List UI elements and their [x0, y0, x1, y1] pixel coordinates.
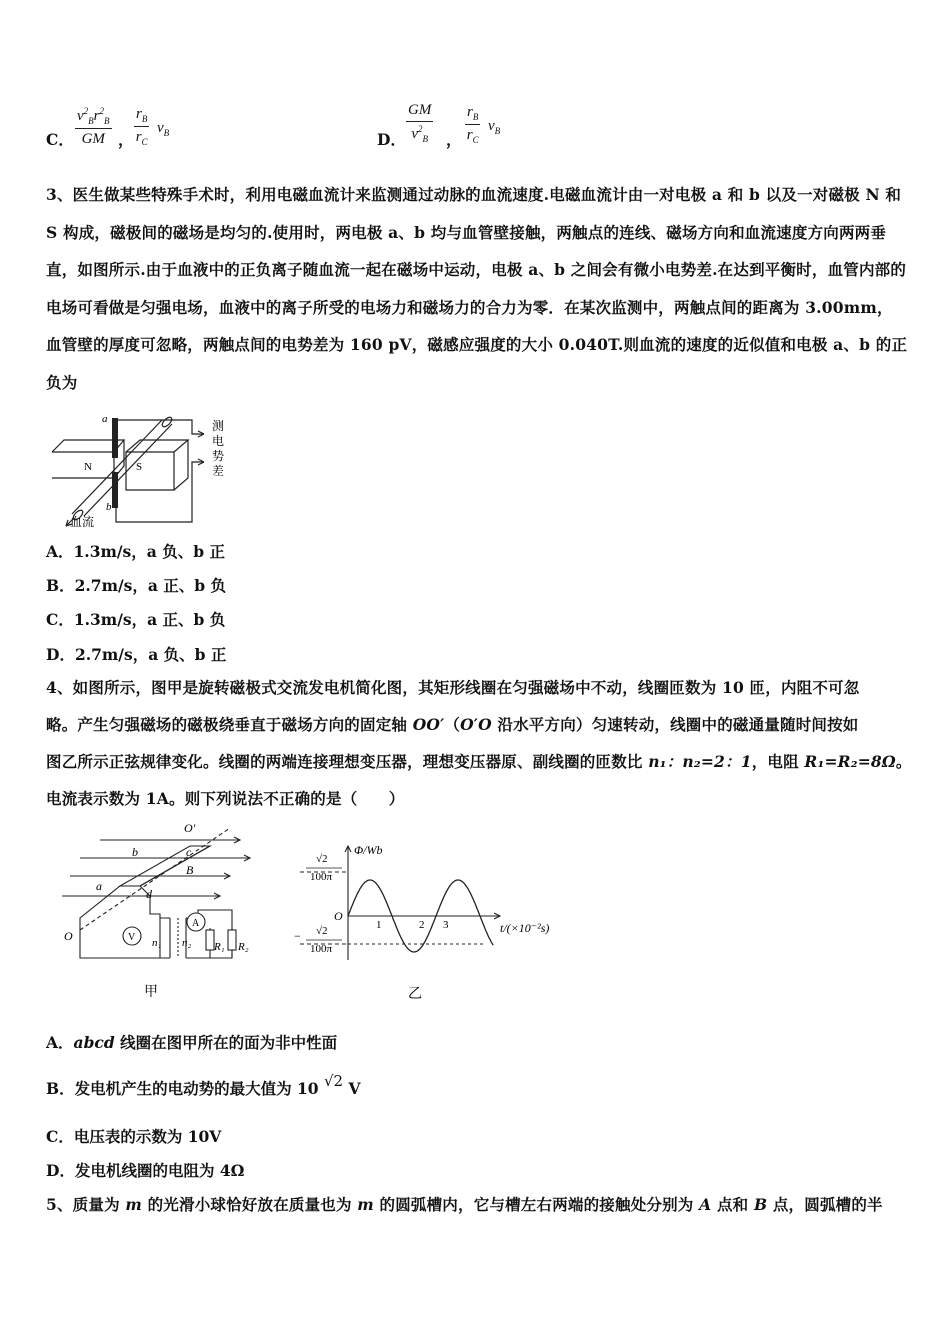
prev-option-c-fraction-1: $\frac{v^2_Br^2_B}{GM}$: [77, 106, 110, 147]
question-3-option-b: B．2.7m/s，a 正、b 负: [46, 576, 227, 595]
question-4-line-4: 电流表示数为 1A。则下列说法不正确的是（ ）: [46, 789, 405, 808]
label-coil-d: d: [146, 887, 152, 901]
prev-option-d-separator: ，: [446, 130, 462, 149]
question-5-text: 5、质量为 m 的光滑小球恰好放在质量也为 m 的圆弧槽内，它与槽左右两端的接触处分别为 A 点和 B 点，圆弧槽的半: [46, 1195, 883, 1214]
prev-option-c-fraction-2: $\frac{r_B}{r_C}$: [135, 106, 148, 147]
question-4-line-2: 略。产生匀强磁场的磁极绕垂直于磁场方向的固定轴 OO′（O′O 沿水平方向）匀速转动，线圈中的磁通量随时间按如: [46, 715, 859, 734]
prev-option-d-fraction-2: $\frac{r_B}{r_C}$: [466, 104, 479, 145]
label-field-b: B: [186, 863, 194, 877]
question-4-figure-jia: [50, 818, 290, 1008]
axis-oo: [80, 828, 230, 930]
question-4-option-c: C．电压表的示数为 10V: [46, 1127, 222, 1146]
label-b: b: [106, 501, 112, 513]
x-tick-1: 1: [376, 919, 382, 931]
prev-option-d-fraction-1: $\frac{GM}{v^2_B}$: [408, 102, 432, 144]
origin-label: O: [334, 909, 343, 923]
electrode-b: [112, 472, 118, 508]
y-axis-label: Φ/Wb: [354, 843, 383, 857]
measure-char-1: 测: [212, 419, 225, 433]
label-r2: R₂: [238, 941, 249, 953]
root-two: √2: [323, 1072, 344, 1090]
measure-char-4: 差: [212, 464, 225, 478]
label-ammeter: A: [192, 918, 200, 929]
question-3-option-a: A．1.3m/s，a 负、b 正: [46, 542, 225, 561]
label-o-prime: O′: [184, 821, 196, 835]
question-4-figure-yi: [290, 840, 590, 1010]
caption-jia: 甲: [144, 985, 158, 1000]
magnet-s-block: [126, 452, 174, 490]
pos-amplitude-denominator: 100π: [310, 871, 333, 883]
label-n1: n₁: [152, 937, 162, 949]
label-voltmeter: V: [128, 932, 136, 943]
x-tick-2: 2: [419, 919, 425, 931]
resistor-r1: [206, 930, 214, 950]
prev-option-c-velocity: $v_B$: [157, 120, 170, 138]
question-3-text: 3、医生做某些特殊手术时，利用电磁血流计来监测通过动脉的血流速度.电磁血流计由一对电极 a 和 b 以及一对磁极 N 和 S 构成，磁极间的磁场是均匀的.使用时，两电极 a、b 均与血管壁接触，两触点的连线、磁场方向和血流速度方向两两垂直，如图所示.由于血液中的正负离子随血流一起在磁场中运动，电极 a、b 之间会有微小电势差.在达到平衡时，血管内部的电场可看做是匀强电场，血液中的离子所受的电场力和磁场力的合力为零．在某次监测中，两触点间的距离为 3.00mm，血管壁的厚度可忽略，两触点间的电势差为 160 pV，磁感应强度的大小 0.040T.则血流的速度的近似值和电极 a、b 的正负为: [46, 185, 908, 392]
label-coil-c: c: [186, 845, 192, 859]
question-4-option-b: B．发电机产生的电动势的最大值为 10 √2 V: [46, 1072, 361, 1098]
prev-option-c-separator: ，: [118, 130, 134, 149]
prev-option-d-velocity: $v_B$: [488, 118, 501, 136]
prev-option-c-label: C．: [46, 130, 74, 149]
label-r1: R₁: [214, 941, 225, 953]
label-s: S: [136, 461, 143, 473]
x-axis-label: t/(×10⁻²s): [500, 921, 550, 935]
neg-amplitude-sign: −: [294, 929, 301, 943]
label-n2: n₂: [182, 937, 192, 949]
magnet-n-block: [52, 452, 114, 478]
question-3-option-c: C．1.3m/s，a 正、b 负: [46, 610, 226, 629]
prev-option-d-label: D．: [377, 130, 406, 149]
question-3-figure: [44, 410, 244, 530]
caption-yi: 乙: [408, 987, 422, 1002]
question-4-line-3: 图乙所示正弦规律变化。线圈的两端连接理想变压器，理想变压器原、副线圈的匝数比 n₁：n₂=2：1，电阻 R₁=R₂=8Ω。: [46, 752, 912, 771]
label-coil-b: b: [132, 845, 138, 859]
label-blood-flow: 血流: [70, 515, 95, 529]
resistor-r2: [228, 930, 236, 950]
question-4-option-d: D．发电机线圈的电阻为 4Ω: [46, 1161, 245, 1180]
electrode-a: [112, 418, 118, 458]
measure-char-2: 电: [212, 434, 225, 448]
measure-char-3: 势: [212, 449, 225, 463]
neg-amplitude-numerator: √2: [316, 925, 328, 937]
lead-wire-b: [116, 462, 204, 522]
label-n: N: [84, 461, 92, 473]
neg-amplitude-denominator: 100π: [310, 943, 333, 955]
pos-amplitude-numerator: √2: [316, 853, 328, 865]
label-a: a: [102, 413, 108, 425]
question-4-line-1: 4、如图所示，图甲是旋转磁极式交流发电机简化图，其矩形线圈在匀强磁场中不动，线圈匝数为 10 匝，内阻不可忽: [46, 678, 860, 697]
x-tick-3: 3: [443, 919, 449, 931]
question-3-option-d: D．2.7m/s，a 负、b 正: [46, 645, 227, 664]
label-o: O: [64, 929, 73, 943]
label-coil-a: a: [96, 879, 102, 893]
question-4-option-a: A．abcd 线圈在图甲所在的面为非中性面: [46, 1033, 338, 1052]
